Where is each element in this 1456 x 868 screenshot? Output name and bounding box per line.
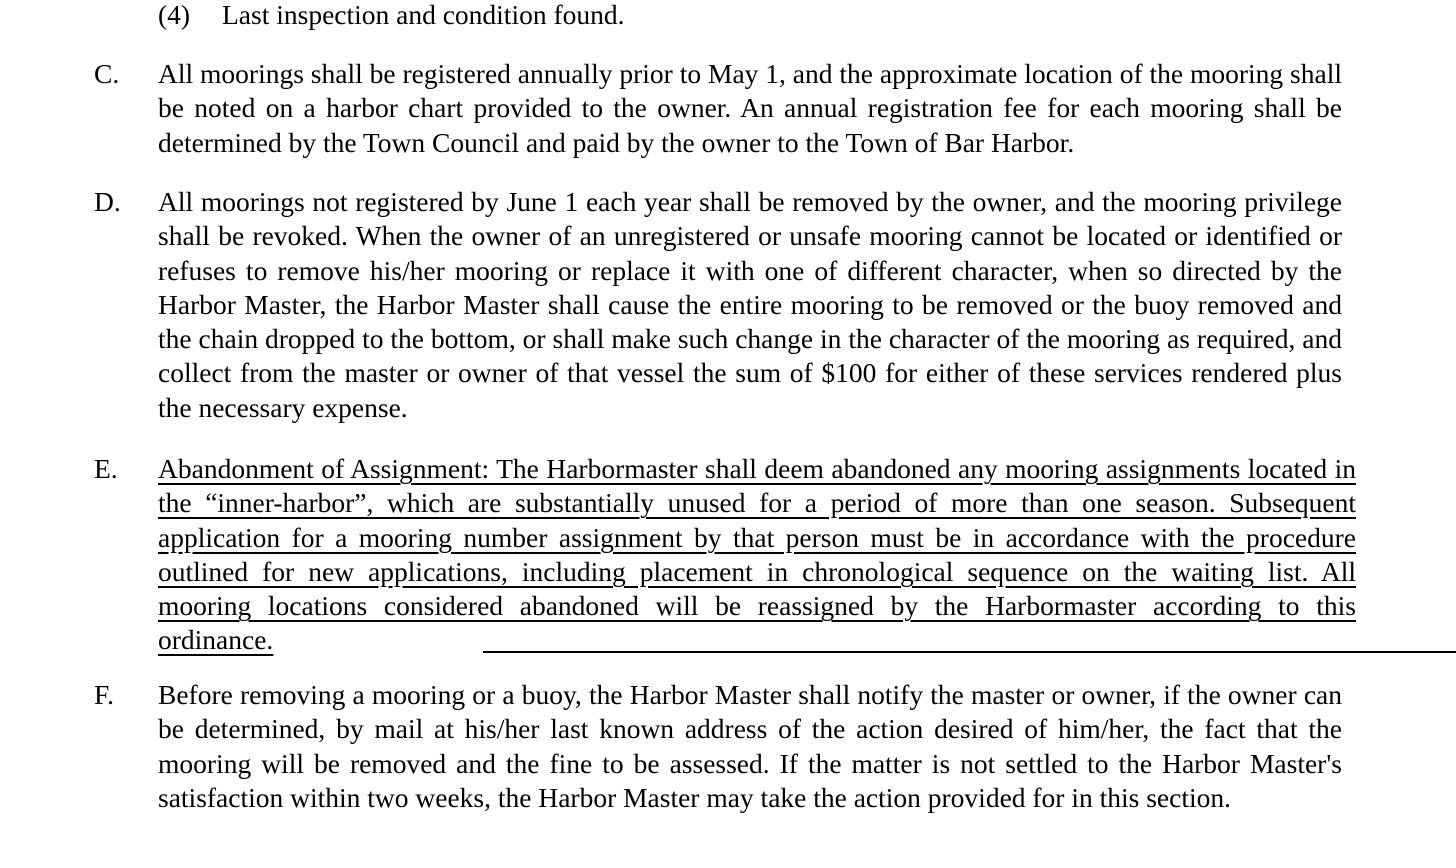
section-letter: D. [94,186,121,217]
amendment-underline-rule [483,651,1456,653]
section-letter: C. [94,58,120,89]
section-text-amended: Abandonment of Assignment: The Harbormaster shall deem abandoned any mooring assignments located in the “inner-harbor”, which are substantially unused for a period of more than one season. Subsequent application for a mooring number assignment by that person must be in accordance with the procedure outlined for new applications, including placement in chronological sequence on the waiting list. All mooring locations considered abandoned will be reassigned by the Harbormaster according to this ordinance. [158,453,1356,656]
section-text: All moorings shall be registered annually prior to May 1, and the approximate location of the mooring shall be noted on a harbor chart provided to the owner. An annual registration fee for each mooring shall be determined by the Town Council and paid by the owner to the Town of Bar Harbor. [158,58,1342,158]
section-letter: E. [94,453,118,484]
sub-item-4 [158,0,625,32]
section-letter: F. [94,679,114,710]
section-text: All moorings not registered by June 1 each year shall be removed by the owner, and the mooring privilege shall be revoked. When the owner of an unregistered or unsafe mooring cannot be located or identified or refuses to remove his/her mooring or replace it with one of different character, when so directed by the Harbor Master, the Harbor Master shall cause the entire mooring to be removed or the buoy removed and the chain dropped to the bottom, or shall make such change in the character of the mooring as required, and collect from the master or owner of that vessel the sum of $100 for either of these services rendered plus the necessary expense. [158,186,1342,423]
sub-item-number: (4) [158,0,191,30]
sub-item-text: Last inspection and condition found. [222,0,625,30]
section-text: Before removing a mooring or a buoy, the Harbor Master shall notify the master or owner, if the owner can be determined, by mail at his/her last known address of the action desired of him/her, the fact that the mooring will be removed and the fine to be assessed. If the matter is not settled to the Harbor Master's satisfaction within two weeks, the Harbor Master may take the action provided for in this section. [158,679,1342,813]
